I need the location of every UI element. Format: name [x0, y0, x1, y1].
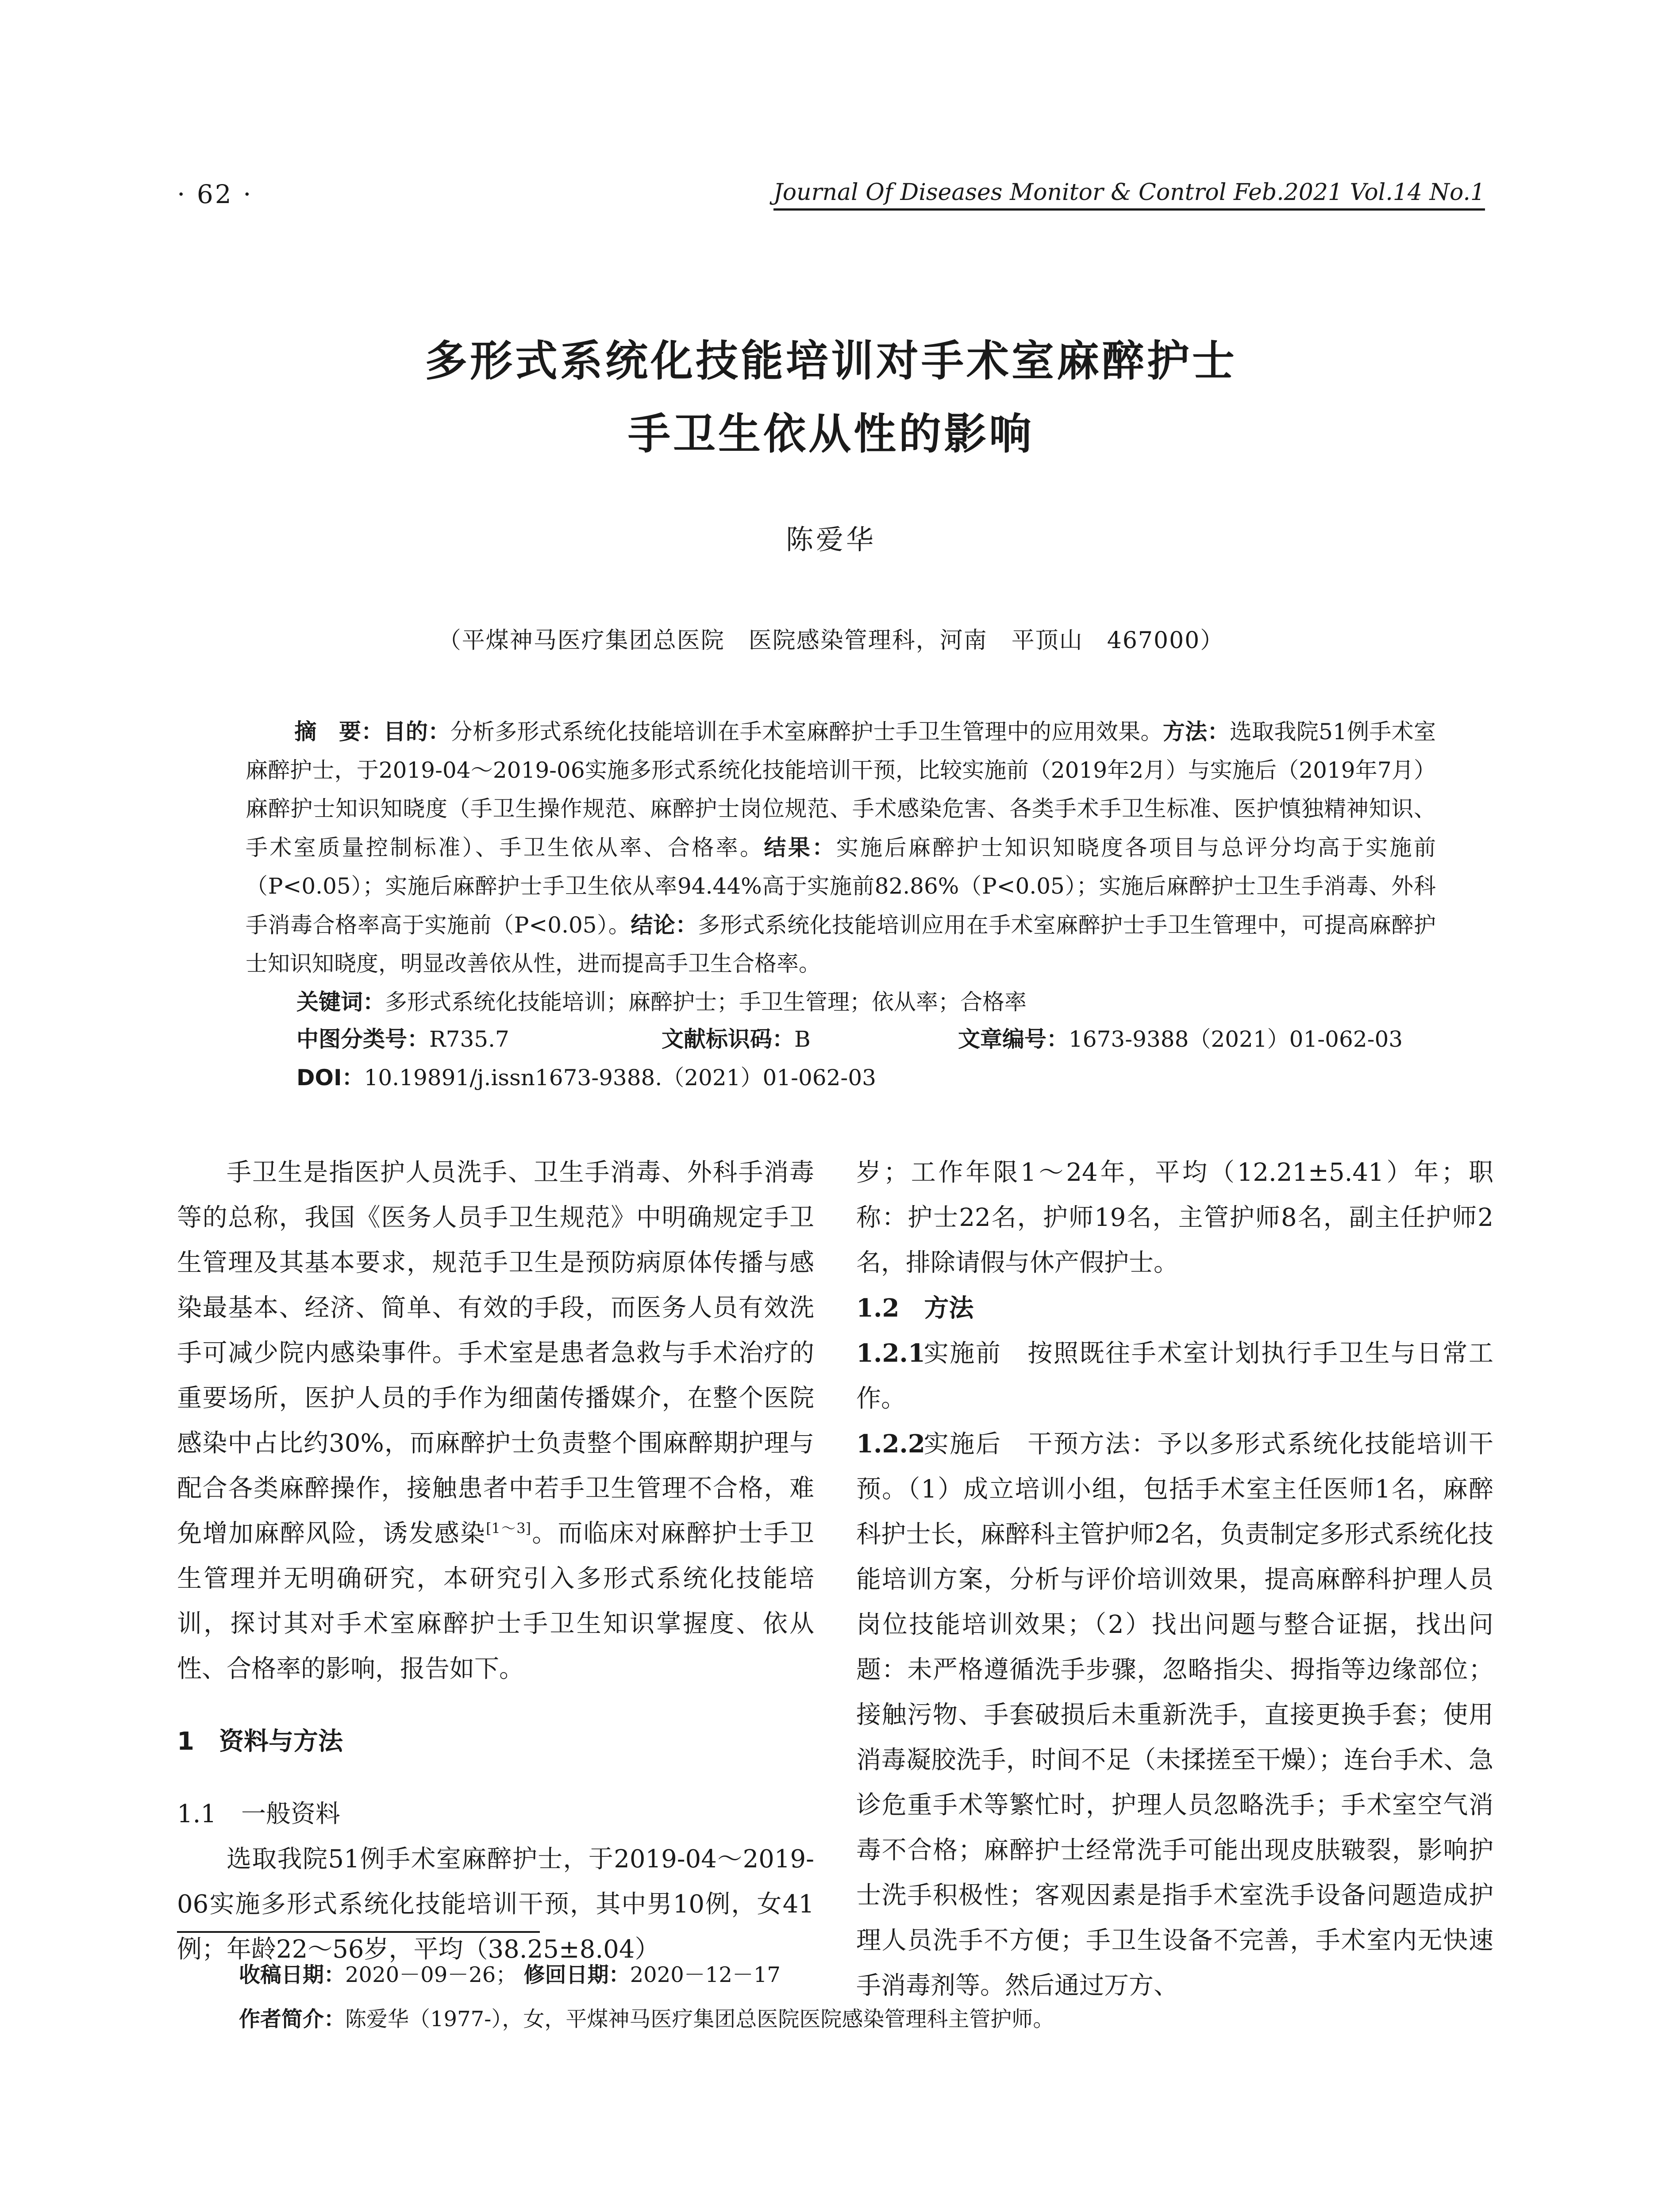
clc-number: [296, 1022, 509, 1053]
doi-value: 10.19891/j.issn1673-9388.（2021）01-062-03: [364, 1065, 876, 1091]
body-left-column: [177, 1150, 814, 1972]
received-value: 2020－09－26；: [345, 1962, 517, 1987]
keywords: [296, 983, 1027, 1022]
subsection-1-2-1-head: 实施前: [923, 1339, 1002, 1368]
body-right-column: [856, 1150, 1493, 2008]
journal-header: Journal Of Diseases Monitor & Control Feb.2021 Vol.14 No.1: [773, 179, 1485, 211]
bio-label: 作者简介：: [239, 2007, 346, 2032]
doi-label: DOI：: [296, 1065, 364, 1091]
clc-value: R735.7: [429, 1026, 509, 1052]
results-text: 实施后麻醉护士知识知晓度各项目与总评分均高于实施前（P<0.05）；实施后麻醉护士手卫生依从率94.44%高于实施前82.86%（P<0.05）；实施后麻醉护士卫生手消毒、外科手消毒合格率高于实施前（P<0.05）。: [246, 835, 1436, 938]
citation-ref: [1～3]: [486, 1520, 531, 1537]
general-info-continued: 岁；工作年限1～24年，平均（12.21±5.41）年；职称：护士22名，护师19名，主管护师8名，副主任护师2名，排除请假与休产假护士。: [856, 1158, 1493, 1277]
keywords-label: 关键词：: [296, 989, 385, 1015]
abstract: [246, 712, 1436, 983]
document-code: [662, 1022, 811, 1053]
revised-value: 2020－12－17: [630, 1962, 781, 1987]
page-number: · 62 ·: [177, 179, 253, 209]
revised-label: 修回日期：: [523, 1962, 630, 1987]
subsection-1-2-1-number: 1.2.1: [856, 1339, 925, 1368]
subsection-heading-1-2: 1.2 方法: [856, 1294, 974, 1323]
bio-value: 陈爱华（1977-），女，平煤神马医疗集团总医院医院感染管理科主管护师。: [345, 2007, 1054, 2032]
footnote-author-bio: [239, 2002, 1054, 2032]
section-heading-1: 1 资料与方法: [177, 1727, 343, 1756]
subsection-1-2-2-head: 实施后: [923, 1430, 1002, 1459]
subsection-1-2-2-text: 干预方法：予以多形式系统化技能培训干预。（1）成立培训小组，包括手术室主任医师1名，麻醉科护士长，麻醉科主管护师2名，负责制定多形式系统化技能培训方案，分析与评价培训效果，提高麻醉科护理人员岗位技能培训效果；（2）找出问题与整合证据，找出问题：未严格遵循洗手步骤，忽略指尖、拇指等边缘部位；接触污物、手套破损后未重新洗手，直接更换手套；使用消毒凝胶洗手，时间不足（未揉搓至干燥）；连台手术、急诊危重手术等繁忙时，护理人员忽略洗手；手术室空气消毒不合格；麻醉护士经常洗手可能出现皮肤皲裂，影响护士洗手积极性；客观因素是指手术室洗手设备问题造成护理人员洗手不方便；手卫生设备不完善，手术室内无快速手消毒剂等。然后通过万方、: [856, 1430, 1494, 2000]
subsection-1-2-2: [856, 1421, 1493, 2008]
article-title-line2: 手卫生依从性的影响: [628, 409, 1034, 459]
methods-text: 选取我院51例手术室麻醉护士，于2019-04～2019-06实施多形式系统化技能培训干预，比较实施前（2019年2月）与实施后（2019年7月）麻醉护士知识知晓度（手卫生操作规范、麻醉护士岗位规范、手术感染危害、各类手术手卫生标准、医护慎独精神知识、手术室质量控制标准）、手卫生依从率、合格率。: [246, 719, 1436, 860]
general-info-paragraph: 选取我院51例手术室麻醉护士，于2019-04～2019-06实施多形式系统化技能培训干预，其中男10例，女41例；年龄22～56岁，平均（38.25±8.04）: [177, 1845, 814, 1964]
intro-text-b: 。而临床对麻醉护士手卫生管理并无明确研究，本研究引入多形式系统化技能培训，探讨其对手术室麻醉护士手卫生知识掌握度、依从性、合格率的影响，报告如下。: [177, 1519, 814, 1683]
conclusion-text: 多形式系统化技能培训应用在手术室麻醉护士手卫生管理中，可提高麻醉护士知识知晓度，明显改善依从性，进而提高手卫生合格率。: [246, 912, 1436, 976]
abstract-label: 摘 要：: [294, 719, 384, 745]
document-code-label: 文献标识码：: [662, 1026, 794, 1052]
received-label: 收稿日期：: [239, 1962, 346, 1987]
affiliation: （平煤神马医疗集团总医院 医院感染管理科，河南 平顶山 467000）: [438, 627, 1224, 654]
keywords-value: 多形式系统化技能培训；麻醉护士；手卫生管理；依从率；合格率: [385, 989, 1027, 1015]
doi: [296, 1060, 876, 1092]
document-code-value: B: [794, 1026, 811, 1052]
article-title-line1: 多形式系统化技能培训对手术室麻醉护士: [425, 336, 1237, 386]
subsection-1-2-1: [856, 1331, 1493, 1421]
objective-label: 目的：: [383, 718, 450, 745]
article-number-label: 文章编号：: [958, 1026, 1069, 1052]
subsection-1-2-1-text: 按照既往手术室计划执行手卫生与日常工作。: [856, 1339, 1494, 1413]
conclusion-label: 结论：: [631, 912, 698, 938]
article-number: [958, 1022, 1403, 1053]
methods-label: 方法：: [1162, 718, 1230, 745]
intro-text-a: 手卫生是指医护人员洗手、卫生手消毒、外科手消毒等的总称，我国《医务人员手卫生规范》中明确规定手卫生管理及其基本要求，规范手卫生是预防病原体传播与感染最基本、经济、简单、有效的手段，而医务人员有效洗手可减少院内感染事件。手术室是患者急救与手术治疗的重要场所，医护人员的手作为细菌传播媒介，在整个医院感染中占比约30%，而麻醉护士负责整个围麻醉期护理与配合各类麻醉操作，接触患者中若手卫生管理不合格，难免增加麻醉风险，诱发感染: [177, 1158, 814, 1548]
subsection-heading-1-1: 1.1 一般资料: [177, 1800, 341, 1828]
objective-text: 分析多形式系统化技能培训在手术室麻醉护士手卫生管理中的应用效果。: [450, 719, 1163, 745]
clc-label: 中图分类号：: [296, 1026, 429, 1052]
footnote-dates: [239, 1958, 781, 1988]
results-label: 结果：: [764, 834, 836, 860]
footnote-divider: [177, 1931, 540, 1933]
intro-paragraph: [177, 1150, 814, 1692]
subsection-1-2-2-number: 1.2.2: [856, 1429, 925, 1459]
author-name: 陈爱华: [785, 523, 876, 556]
article-number-value: 1673-9388（2021）01-062-03: [1069, 1026, 1403, 1052]
